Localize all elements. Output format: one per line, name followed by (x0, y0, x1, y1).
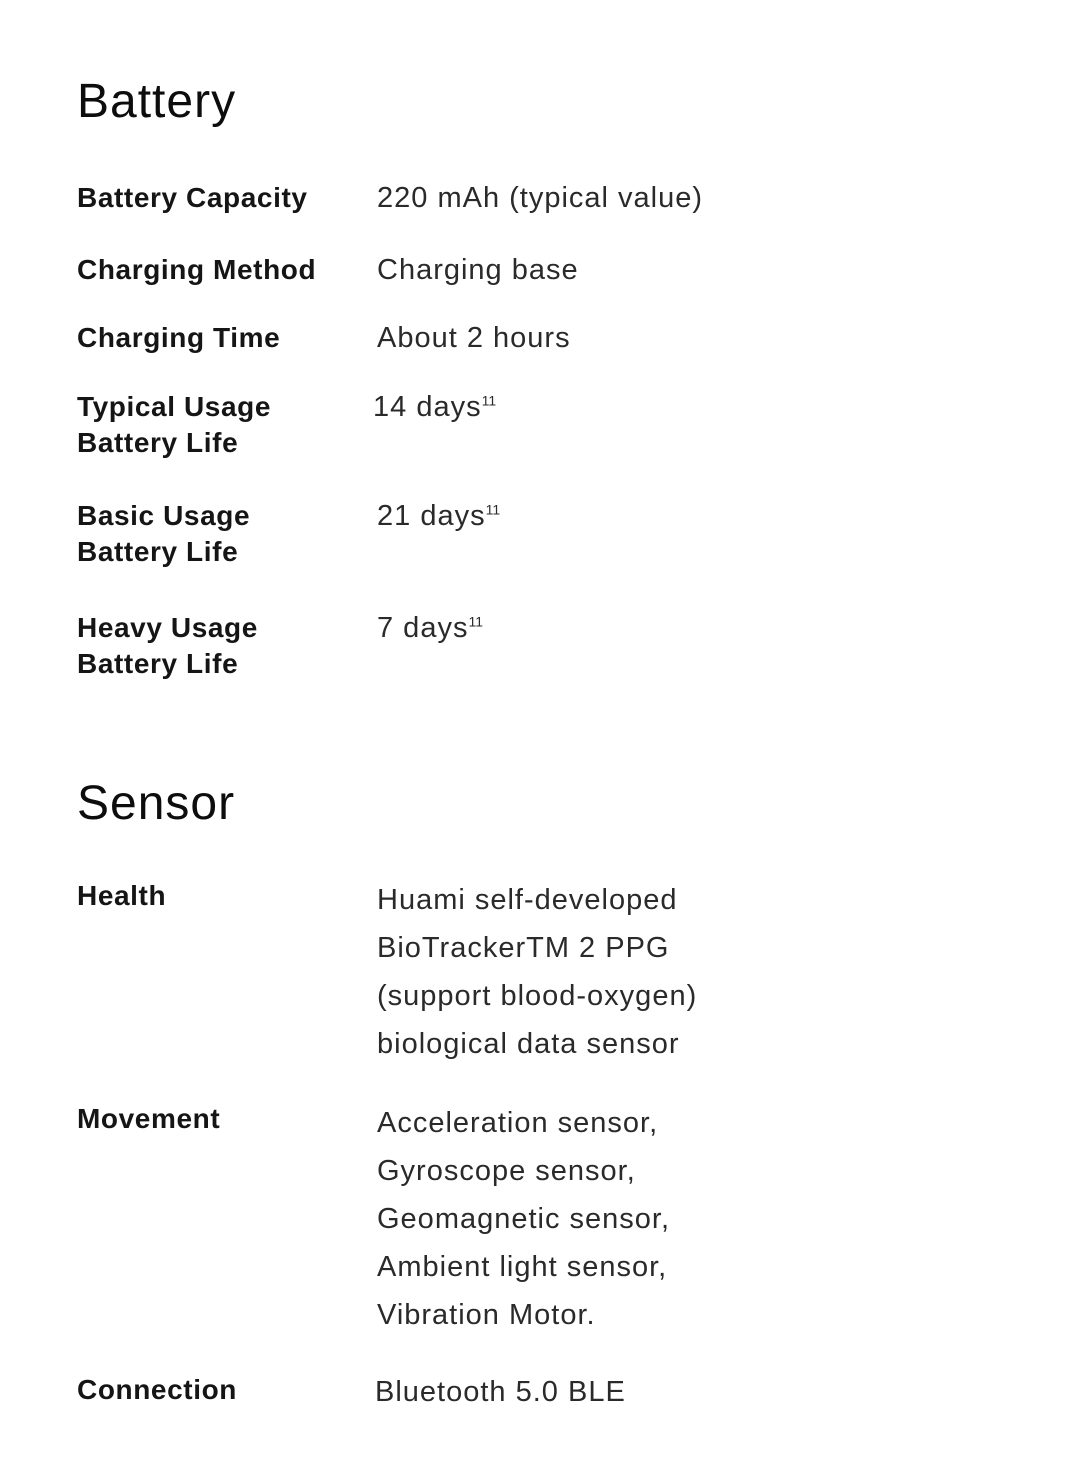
value-line: Ambient light sensor, (377, 1251, 668, 1283)
value-line: Gyroscope sensor, (377, 1155, 636, 1187)
value-line: Geomagnetic sensor, (377, 1203, 671, 1235)
spec-label: Health (77, 880, 167, 911)
spec-value (377, 610, 937, 646)
spec-label: Charging Time (77, 322, 281, 353)
spec-value: 220 mAh (typical value) (377, 182, 704, 214)
value-line: Vibration Motor. (377, 1299, 596, 1331)
battery-section-title: Battery (77, 75, 237, 128)
value-line: Acceleration sensor, (377, 1107, 659, 1139)
spec-label: Typical Usage Battery Life (77, 391, 272, 458)
footnote-marker: 11 (485, 501, 501, 518)
value-text: 14 days (373, 391, 482, 423)
value-text: 7 days (377, 612, 469, 644)
spec-label: Charging Method (77, 254, 317, 285)
value-line: (support blood-oxygen) (377, 980, 698, 1012)
value-line: biological data sensor (377, 1028, 680, 1060)
value-line: BioTrackerTM 2 PPG (377, 932, 670, 964)
footnote-marker: 11 (468, 613, 483, 630)
sensor-section-title: Sensor (77, 777, 236, 830)
spec-label: Movement (77, 1103, 221, 1134)
spec-value (377, 1099, 937, 1339)
spec-value: About 2 hours (377, 322, 571, 354)
spec-label: Basic Usage Battery Life (77, 500, 251, 567)
spec-value: Bluetooth 5.0 BLE (375, 1376, 626, 1408)
spec-label: Connection (77, 1374, 237, 1405)
value-line: Huami self-developed (377, 884, 678, 916)
spec-value (377, 498, 937, 534)
value-text: 21 days (377, 500, 486, 532)
spec-value (377, 876, 937, 1068)
footnote-marker: 11 (481, 392, 497, 409)
spec-label: Heavy Usage Battery Life (77, 612, 258, 679)
spec-value (373, 389, 933, 425)
spec-value: Charging base (377, 254, 579, 286)
spec-label: Battery Capacity (77, 182, 308, 213)
